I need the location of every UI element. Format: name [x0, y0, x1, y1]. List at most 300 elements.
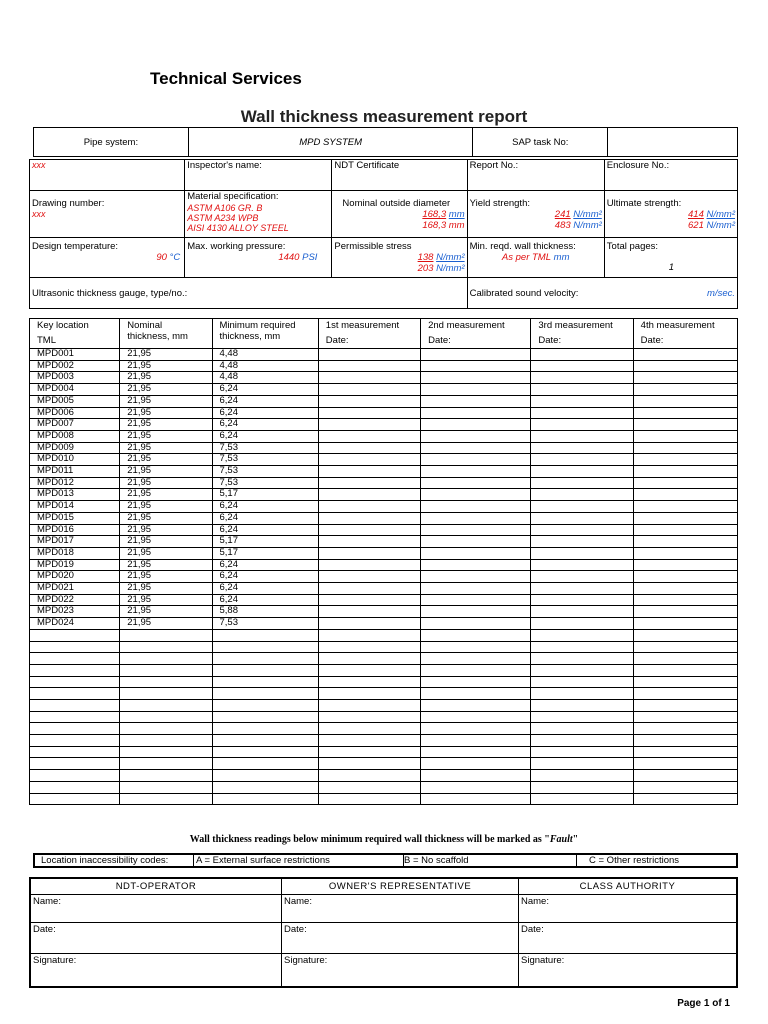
measurement-cell[interactable] [531, 723, 633, 735]
m3-date: Date: [538, 335, 562, 346]
measurement-cell[interactable] [318, 524, 420, 536]
nominal-cell: 21,95 [120, 594, 212, 606]
measurement-cell[interactable] [421, 372, 531, 384]
tml-cell: MPD009 [30, 442, 120, 454]
measurement-cell[interactable] [318, 384, 420, 396]
table-row [30, 372, 738, 384]
col-minreq [212, 319, 318, 349]
measurement-cell[interactable] [318, 419, 420, 431]
minreq-cell: 6,24 [212, 583, 318, 595]
measurement-cell[interactable] [421, 512, 531, 524]
empty-cell [30, 746, 120, 758]
measurement-cell[interactable] [318, 688, 420, 700]
measurement-cell[interactable] [318, 700, 420, 712]
velocity-cell [467, 278, 737, 309]
measurement-cell[interactable] [318, 629, 420, 641]
nominal-cell: 21,95 [120, 407, 212, 419]
measurement-cell[interactable] [421, 758, 531, 770]
measurement-cell[interactable] [531, 594, 633, 606]
measurement-cell[interactable] [421, 583, 531, 595]
measurement-cell[interactable] [421, 407, 531, 419]
measurement-cell[interactable] [531, 700, 633, 712]
empty-cell [30, 770, 120, 782]
measurement-cell[interactable] [421, 629, 531, 641]
measurement-cell[interactable] [633, 349, 737, 361]
measurement-cell[interactable] [633, 547, 737, 559]
mwp-unit: PSI [302, 252, 318, 263]
minreq-cell: 4,48 [212, 360, 318, 372]
measurement-cell[interactable] [318, 793, 420, 805]
minreq-cell: 7,53 [212, 466, 318, 478]
measurement-cell[interactable] [633, 477, 737, 489]
measurement-cell[interactable] [531, 430, 633, 442]
measurement-cell[interactable] [421, 688, 531, 700]
measurement-cell[interactable] [318, 711, 420, 723]
measurement-cell[interactable] [531, 664, 633, 676]
measurement-cell[interactable] [633, 395, 737, 407]
measurement-cell[interactable] [531, 384, 633, 396]
measurement-cell[interactable] [633, 641, 737, 653]
table-row [30, 419, 738, 431]
table-row [30, 466, 738, 478]
measurement-cell[interactable] [421, 489, 531, 501]
perm-1 [334, 252, 464, 263]
measurement-cell[interactable] [633, 653, 737, 665]
measurement-cell[interactable] [633, 524, 737, 536]
mwp [187, 252, 329, 263]
tml-cell: MPD020 [30, 571, 120, 583]
measurement-cell[interactable] [318, 512, 420, 524]
measurement-cell[interactable] [421, 477, 531, 489]
measurement-cell[interactable] [531, 676, 633, 688]
measurement-cell[interactable] [421, 653, 531, 665]
measurement-table [29, 318, 738, 805]
measurement-cell[interactable] [633, 746, 737, 758]
empty-cell [212, 653, 318, 665]
empty-cell [30, 653, 120, 665]
measurement-cell[interactable] [633, 489, 737, 501]
table-row [30, 430, 738, 442]
measurement-cell[interactable] [421, 571, 531, 583]
empty-cell [120, 676, 212, 688]
measurement-cell[interactable] [633, 723, 737, 735]
measurement-cell[interactable] [318, 641, 420, 653]
measurement-cell[interactable] [531, 547, 633, 559]
table-row [30, 758, 738, 770]
measurement-cell[interactable] [531, 781, 633, 793]
measurement-cell[interactable] [633, 559, 737, 571]
owner-rep-header: OWNER'S REPRESENTATIVE [282, 878, 519, 894]
measurement-cell[interactable] [633, 688, 737, 700]
minreq-header-2: thickness, mm [219, 331, 281, 342]
measurement-cell[interactable] [318, 723, 420, 735]
measurement-cell[interactable] [318, 758, 420, 770]
minreq-header: Minimum required [219, 320, 296, 331]
measurement-cell[interactable] [531, 512, 633, 524]
owner-date-field[interactable]: Date: [282, 922, 519, 953]
table-row [30, 477, 738, 489]
measurement-cell[interactable] [531, 536, 633, 548]
tml-cell: MPD017 [30, 536, 120, 548]
minreq-cell: 6,24 [212, 512, 318, 524]
nominal-cell: 21,95 [120, 571, 212, 583]
empty-cell [30, 781, 120, 793]
measurement-cell[interactable] [633, 793, 737, 805]
nominal-cell: 21,95 [120, 442, 212, 454]
measurement-cell[interactable] [633, 781, 737, 793]
code-c: C = Other restrictions [577, 854, 738, 867]
m4-header: 4th measurement [640, 320, 715, 331]
measurement-cell[interactable] [318, 583, 420, 595]
measurement-cell[interactable] [421, 430, 531, 442]
measurement-cell[interactable] [531, 372, 633, 384]
measurement-cell[interactable] [421, 360, 531, 372]
measurement-cell[interactable] [531, 360, 633, 372]
table-row [30, 793, 738, 805]
table-row [30, 606, 738, 618]
tml-cell: MPD022 [30, 594, 120, 606]
owner-name-field[interactable]: Name: [282, 894, 519, 922]
class-date-field[interactable]: Date: [519, 922, 738, 953]
measurement-cell[interactable] [421, 419, 531, 431]
min-wall-unit: mm [553, 252, 570, 263]
measurement-cell[interactable] [531, 583, 633, 595]
measurement-cell[interactable] [633, 583, 737, 595]
measurement-cell[interactable] [318, 395, 420, 407]
gauge-label: Ultrasonic thickness gauge, type/no.: [30, 278, 468, 309]
class-name-field[interactable]: Name: [519, 894, 738, 922]
ultimate-cell [604, 191, 737, 238]
measurement-cell[interactable] [318, 606, 420, 618]
table-row [30, 746, 738, 758]
col-m2 [421, 319, 531, 349]
pipe-system-value: MPD SYSTEM [188, 128, 473, 157]
tml-header: TML [37, 335, 56, 346]
total-pages-value: 1 [668, 262, 675, 273]
nominal-cell: 21,95 [120, 547, 212, 559]
col-m4 [633, 319, 737, 349]
design-temp-cell [30, 238, 185, 278]
measurement-cell[interactable] [531, 618, 633, 630]
measurement-cell[interactable] [318, 536, 420, 548]
empty-cell [30, 735, 120, 747]
measurement-cell[interactable] [421, 442, 531, 454]
table-row [30, 360, 738, 372]
table-row [30, 547, 738, 559]
empty-cell [30, 629, 120, 641]
measurement-cell[interactable] [318, 664, 420, 676]
perm-1-value: 138 [417, 252, 434, 263]
tml-cell: MPD006 [30, 407, 120, 419]
fault-note [0, 834, 768, 845]
measurement-cell[interactable] [421, 664, 531, 676]
measurement-cell[interactable] [633, 770, 737, 782]
measurement-cell[interactable] [318, 594, 420, 606]
yield-1-value: 241 [554, 209, 571, 220]
measurement-cell[interactable] [318, 571, 420, 583]
measurement-cell[interactable] [531, 454, 633, 466]
measurement-cell[interactable] [421, 524, 531, 536]
sap-task-label: SAP task No: [473, 128, 608, 157]
measurement-cell[interactable] [633, 419, 737, 431]
fault-word: Fault [549, 834, 573, 845]
measurement-cell[interactable] [531, 477, 633, 489]
measurement-cell[interactable] [421, 711, 531, 723]
empty-cell [120, 688, 212, 700]
nominal-cell: 21,95 [120, 384, 212, 396]
nominal-cell: 21,95 [120, 489, 212, 501]
measurement-cell[interactable] [531, 524, 633, 536]
nominal-cell: 21,95 [120, 524, 212, 536]
ultimate-2-value: 621 [688, 220, 704, 231]
table-row [30, 349, 738, 361]
measurement-cell[interactable] [633, 407, 737, 419]
tml-cell: MPD007 [30, 419, 120, 431]
owner-signature-field[interactable]: Signature: [282, 953, 519, 987]
table-row [30, 629, 738, 641]
measurement-cell[interactable] [421, 700, 531, 712]
ultimate-1-value: 414 [688, 209, 704, 220]
minreq-cell: 5,17 [212, 489, 318, 501]
measurement-cell[interactable] [531, 442, 633, 454]
mwp-label: Max. working pressure: [187, 241, 286, 252]
material-2: ASTM A234 WPB [187, 213, 259, 223]
table-row [30, 512, 738, 524]
measurement-cell[interactable] [318, 360, 420, 372]
empty-cell [212, 758, 318, 770]
measurement-cell[interactable] [531, 571, 633, 583]
perm-2-unit: N/mm² [436, 263, 465, 274]
fault-note-end: " [572, 834, 579, 845]
tml-cell: MPD012 [30, 477, 120, 489]
measurement-cell[interactable] [421, 395, 531, 407]
measurement-cell[interactable] [633, 454, 737, 466]
measurement-cell[interactable] [318, 770, 420, 782]
material-1: ASTM A106 GR. B [187, 203, 263, 213]
measurement-cell[interactable] [421, 606, 531, 618]
empty-cell [212, 781, 318, 793]
perm-stress-cell [332, 238, 467, 278]
measurement-cell[interactable] [633, 606, 737, 618]
min-wall [470, 252, 602, 263]
measurement-cell[interactable] [531, 653, 633, 665]
nod-1 [334, 209, 464, 220]
measurement-cell[interactable] [318, 466, 420, 478]
empty-cell [120, 746, 212, 758]
measurement-cell[interactable] [421, 501, 531, 513]
table-row [30, 781, 738, 793]
empty-cell [212, 711, 318, 723]
measurement-cell[interactable] [633, 512, 737, 524]
measurement-cell[interactable] [633, 384, 737, 396]
ndt-name-field[interactable]: Name: [30, 894, 282, 922]
measurement-cell[interactable] [318, 454, 420, 466]
measurement-cell[interactable] [318, 349, 420, 361]
total-pages-cell [604, 238, 737, 278]
measurement-cell[interactable] [633, 676, 737, 688]
measurement-cell[interactable] [633, 571, 737, 583]
measurement-cell[interactable] [633, 758, 737, 770]
nominal-cell: 21,95 [120, 430, 212, 442]
empty-cell [120, 641, 212, 653]
measurement-cell[interactable] [318, 618, 420, 630]
measurement-cell[interactable] [633, 466, 737, 478]
measurement-cell[interactable] [421, 735, 531, 747]
table-row [30, 664, 738, 676]
empty-cell [212, 735, 318, 747]
measurement-cell[interactable] [531, 770, 633, 782]
measurement-cell[interactable] [531, 466, 633, 478]
measurement-cell[interactable] [633, 735, 737, 747]
measurement-cell[interactable] [421, 384, 531, 396]
measurement-cell[interactable] [421, 594, 531, 606]
measurement-cell[interactable] [531, 395, 633, 407]
ndt-signature-field[interactable]: Signature: [30, 953, 282, 987]
measurement-cell[interactable] [421, 793, 531, 805]
table-row [30, 407, 738, 419]
measurement-cell[interactable] [318, 559, 420, 571]
empty-cell [120, 723, 212, 735]
m2-date: Date: [428, 335, 451, 346]
measurement-cell[interactable] [318, 781, 420, 793]
measurement-cell[interactable] [531, 688, 633, 700]
col-m1 [318, 319, 420, 349]
nominal-header: Nominal [127, 320, 163, 331]
empty-cell [212, 641, 318, 653]
measurement-cell[interactable] [421, 781, 531, 793]
empty-cell [120, 700, 212, 712]
measurement-cell[interactable] [531, 793, 633, 805]
measurement-cell[interactable] [318, 430, 420, 442]
class-signature-field[interactable]: Signature: [519, 953, 738, 987]
measurement-cell[interactable] [421, 641, 531, 653]
measurement-cell[interactable] [318, 501, 420, 513]
measurement-cell[interactable] [531, 489, 633, 501]
velocity-unit: m/sec. [707, 287, 735, 299]
measurement-cell[interactable] [531, 711, 633, 723]
empty-cell [120, 711, 212, 723]
yield-2-unit: N/mm² [573, 220, 602, 231]
empty-cell [120, 653, 212, 665]
measurement-cell[interactable] [531, 746, 633, 758]
nominal-cell: 21,95 [120, 395, 212, 407]
table-row [30, 653, 738, 665]
measurement-cell[interactable] [421, 723, 531, 735]
measurement-rows [30, 349, 738, 805]
measurement-cell[interactable] [421, 547, 531, 559]
measurement-cell[interactable] [633, 442, 737, 454]
measurement-cell[interactable] [421, 466, 531, 478]
nod-1-unit: mm [448, 209, 465, 220]
measurement-cell[interactable] [318, 442, 420, 454]
measurement-cell[interactable] [531, 419, 633, 431]
measurement-cell[interactable] [633, 536, 737, 548]
measurement-cell[interactable] [318, 735, 420, 747]
design-temp-value: 90 [156, 252, 167, 263]
table-row [30, 442, 738, 454]
tml-cell: MPD019 [30, 559, 120, 571]
measurement-cell[interactable] [531, 349, 633, 361]
measurement-cell[interactable] [633, 618, 737, 630]
measurement-cell[interactable] [318, 407, 420, 419]
measurement-cell[interactable] [633, 430, 737, 442]
measurement-cell[interactable] [318, 676, 420, 688]
drawing-number-value: xxx [32, 209, 46, 219]
measurement-cell[interactable] [531, 501, 633, 513]
measurement-cell[interactable] [633, 501, 737, 513]
empty-cell [212, 700, 318, 712]
nominal-cell: 21,95 [120, 559, 212, 571]
measurement-cell[interactable] [531, 758, 633, 770]
measurement-cell[interactable] [318, 547, 420, 559]
measurement-cell[interactable] [421, 618, 531, 630]
measurement-cell[interactable] [531, 735, 633, 747]
measurement-cell[interactable] [421, 349, 531, 361]
measurement-cell[interactable] [633, 664, 737, 676]
nominal-cell: 21,95 [120, 454, 212, 466]
measurement-cell[interactable] [531, 641, 633, 653]
measurement-cell[interactable] [531, 407, 633, 419]
empty-cell [120, 629, 212, 641]
measurement-cell[interactable] [633, 629, 737, 641]
measurement-cell[interactable] [531, 559, 633, 571]
measurement-cell[interactable] [531, 606, 633, 618]
table-row [30, 735, 738, 747]
empty-cell [120, 793, 212, 805]
measurement-cell[interactable] [633, 360, 737, 372]
table-row [30, 583, 738, 595]
measurement-cell[interactable] [421, 676, 531, 688]
measurement-cell[interactable] [421, 454, 531, 466]
measurement-cell[interactable] [318, 746, 420, 758]
measurement-cell[interactable] [318, 477, 420, 489]
info-table [29, 159, 738, 309]
measurement-cell[interactable] [421, 746, 531, 758]
empty-cell [212, 770, 318, 782]
total-pages-label: Total pages: [606, 241, 659, 252]
yield-1 [470, 209, 602, 220]
measurement-cell[interactable] [633, 594, 737, 606]
code-a: A = External surface restrictions [194, 854, 404, 867]
measurement-cell[interactable] [531, 629, 633, 641]
ndt-operator-header: NDT-OPERATOR [30, 878, 282, 894]
nominal-cell: 21,95 [120, 512, 212, 524]
measurement-cell[interactable] [633, 711, 737, 723]
empty-cell [30, 664, 120, 676]
measurement-cell[interactable] [421, 770, 531, 782]
measurement-cell[interactable] [633, 372, 737, 384]
measurement-cell[interactable] [318, 489, 420, 501]
mwp-value: 1440 [278, 252, 300, 263]
nod-1-value: 168,3 [422, 209, 447, 220]
table-row [30, 594, 738, 606]
measurement-cell[interactable] [421, 536, 531, 548]
tml-cell: MPD008 [30, 430, 120, 442]
perm-1-unit: N/mm² [436, 252, 465, 263]
measurement-cell[interactable] [421, 559, 531, 571]
m3-header: 3rd measurement [538, 320, 613, 331]
ultimate-1 [607, 209, 735, 220]
tml-cell: MPD001 [30, 349, 120, 361]
measurement-cell[interactable] [318, 372, 420, 384]
minreq-cell: 5,88 [212, 606, 318, 618]
measurement-cell[interactable] [318, 653, 420, 665]
measurement-cell[interactable] [633, 700, 737, 712]
material-3: AISI 4130 ALLOY STEEL [187, 223, 289, 233]
empty-cell [120, 735, 212, 747]
tml-cell: MPD005 [30, 395, 120, 407]
ndt-date-field[interactable]: Date: [30, 922, 282, 953]
